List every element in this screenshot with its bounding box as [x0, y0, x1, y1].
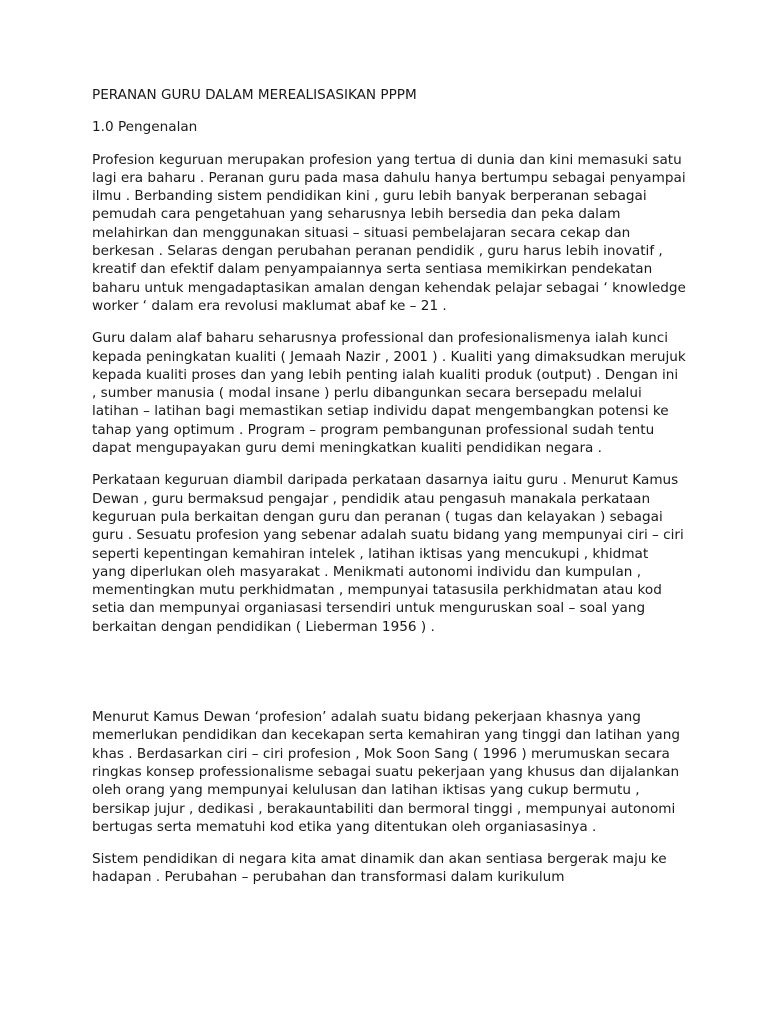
paragraph-4: Menurut Kamus Dewan ‘profesion’ adalah suatu bidang pekerjaan khasnya yang memerlukan pendidikan dan kecekapan serta kemahiran yang tinggi dan latihan yang khas . Berdasarkan ciri – ciri profesion , Mok Soon Sang ( 1996 ) merumuskan secara ringkas konsep professionalisme sebagai suatu pekerjaan yang khusus dan dijalankan oleh orang yang mempunyai kelulusan dan latihan iktisas yang cukup bermutu , bersikap jujur , dedikasi , berakauntabiliti dan bermoral tinggi , mempunyai autonomi bertugas serta mematuhi kod etika yang ditentukan oleh organiasasinya . — [92, 709, 680, 835]
paragraph-5: Sistem pendidikan di negara kita amat dinamik dan akan sentiasa bergerak maju ke hadapan . Perubahan – perubahan dan transformasi dalam kurikulum — [92, 851, 667, 886]
document-body — [92, 86, 686, 901]
section-heading: 1.0 Pengenalan — [92, 119, 198, 136]
paragraph-2: Guru dalam alaf baharu seharusnya professional dan profesionalismenya ialah kunci kepada peningkatan kualiti ( Jemaah Nazir , 2001 ) . Kualiti yang dimaksudkan merujuk kepada kualiti proses dan yang lebih penting ialah kualiti produk (output) . Dengan ini , sumber manusia ( modal insane ) perlu dibangunkan secara bersepadu melalui latihan – latihan bagi memastikan setiap individu dapat mengembangkan potensi ke tahap yang optimum . Program – program pembangunan professional sudah tentu dapat mengupayakan guru demi meningkatkan kualiti pendidikan negara . — [92, 330, 686, 457]
document-title: PERANAN GURU DALAM MEREALISASIKAN PPPM — [92, 87, 417, 103]
blank-space — [92, 650, 686, 708]
paragraph-1: Profesion keguruan merupakan profesion yang tertua di dunia dan kini memasuki satu lagi era baharu . Peranan guru pada masa dahulu hanya bertumpu sebagai penyampai ilmu . Berbanding sistem pendidikan kini , guru lebih banyak berperanan sebagai pemudah cara pengetahuan yang seharusnya lebih bersedia dan peka dalam melahirkan dan menggunakan situasi – situasi pembelajaran secara cekap dan berkesan . Selaras dengan perubahan peranan pendidik , guru harus lebih inovatif , kreatif dan efektif dalam penyampaiannya serta sentiasa memikirkan pendekatan baharu untuk mengadaptasikan amalan dengan kehendak pelajar sebagai ‘ knowledge worker ‘ dalam era revolusi maklumat abaf ke – 21 . — [92, 151, 686, 314]
paragraph-3: Perkataan keguruan diambil daripada perkataan dasarnya iaitu guru . Menurut Kamus Dewan , guru bermaksud pengajar , pendidik atau pengasuh manakala perkataan keguruan pula berkaitan dengan guru dan peranan ( tugas dan kelayakan ) sebagai guru . Sesuatu profesion yang sebenar adalah suatu bidang yang mempunyai ciri – ciri seperti kepentingan kemahiran intelek , latihan iktisas yang mencukupi , khidmat yang diperlukan oleh masyarakat . Menikmati autonomi individu dan kumpulan , mementingkan mutu perkhidmatan , mempunyai tatasusila perkhidmatan atau kod setia dan mempunyai organiasasi tersendiri untuk menguruskan soal – soal yang berkaitan dengan pendidikan ( Lieberman 1956 ) . — [92, 472, 684, 635]
